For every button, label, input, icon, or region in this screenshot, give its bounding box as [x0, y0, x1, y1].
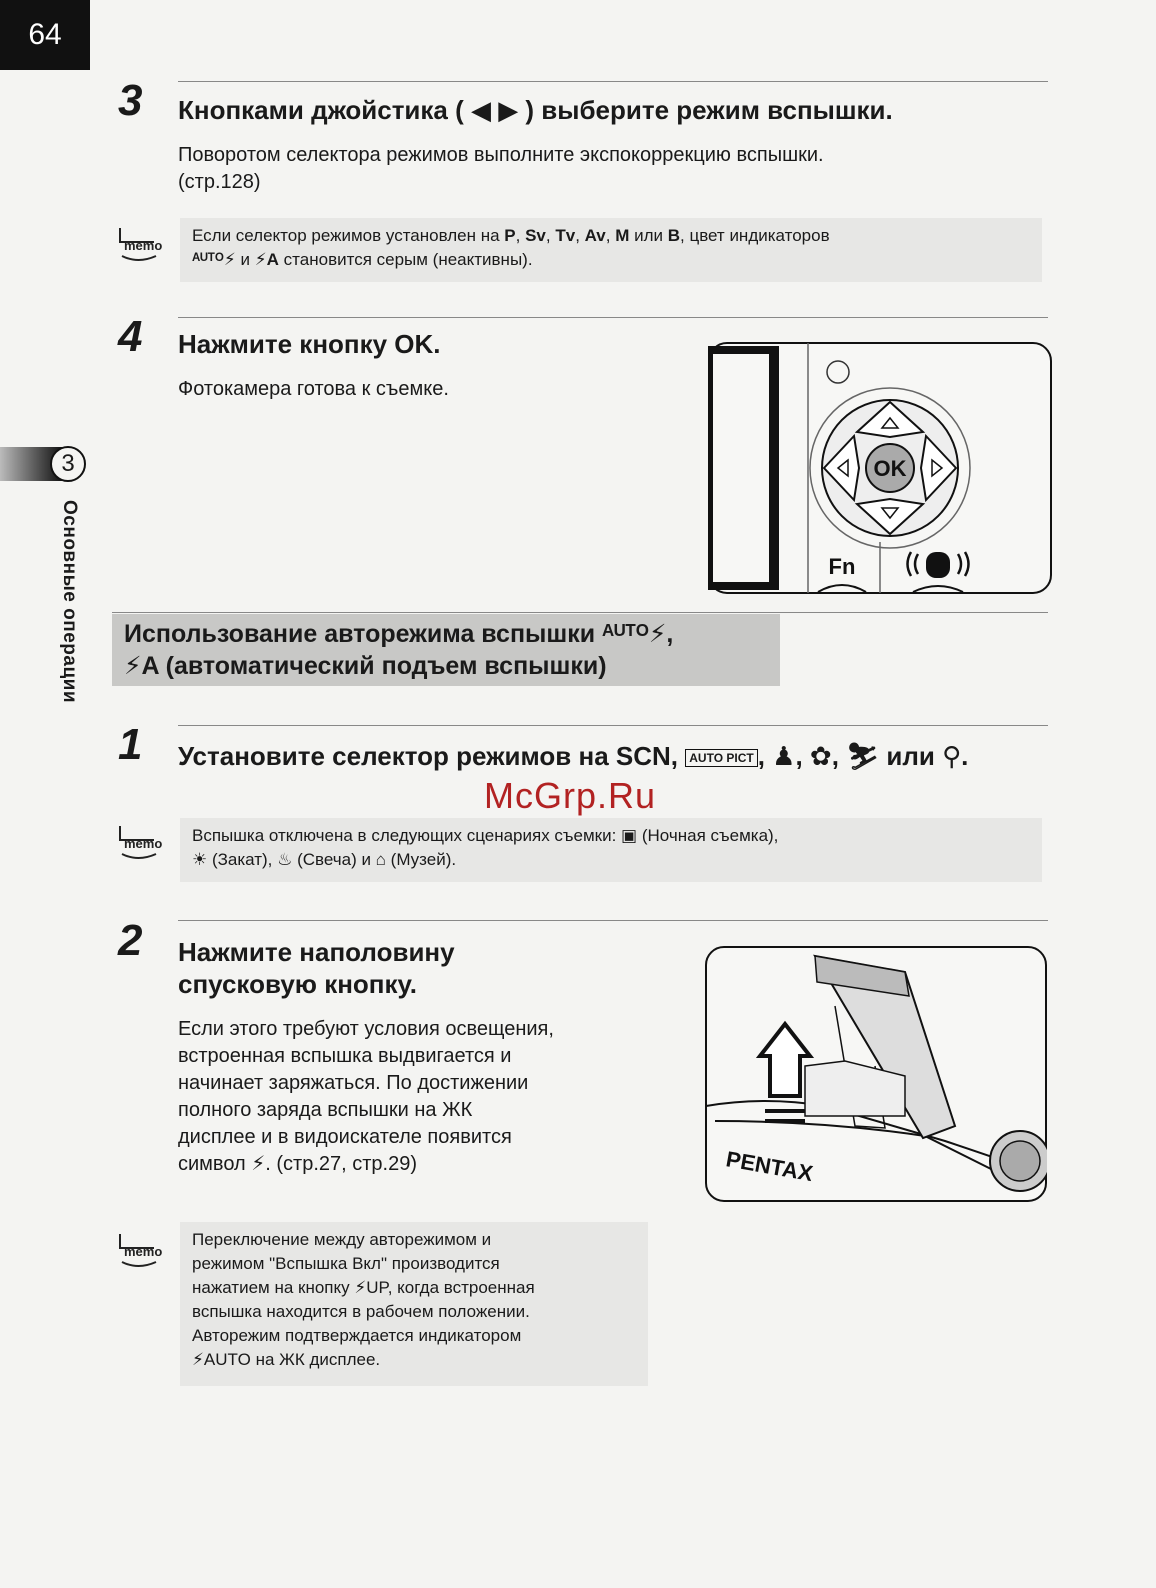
- body-line: встроенная вспышка выдвигается и: [178, 1045, 512, 1067]
- page-number: 64: [0, 0, 90, 70]
- memo-line: Авторежим подтверждается индикатором: [192, 1326, 522, 1345]
- memo-label: memo: [124, 836, 162, 851]
- step-number: 3: [118, 76, 143, 125]
- step-number: 1: [118, 720, 143, 769]
- divider: [178, 81, 1048, 82]
- memo-icon: [114, 1228, 162, 1272]
- body-line: полного заряда вспышки на ЖК: [178, 1099, 473, 1121]
- step-body: Фотокамера готова к съемке.: [178, 378, 449, 400]
- divider: [178, 920, 1048, 921]
- memo-line: ☀ (Закат), ♨ (Свеча) и ⌂ (Музей).: [192, 850, 457, 869]
- divider: [112, 612, 1048, 613]
- memo-box: [180, 1222, 648, 1386]
- memo-icon: [114, 222, 162, 266]
- fn-button-label: Fn: [828, 554, 856, 579]
- memo-line: нажатием на кнопку ⚡UP, когда встроенная: [192, 1278, 535, 1297]
- mode-p: P: [504, 226, 516, 245]
- memo-line: ᴬᵁᵀᴼ⚡ и ⚡A становится серым (неактивны).: [192, 250, 533, 269]
- step-heading: Кнопками джойстика ( ◀ ▶ ) выберите режим вспышки.: [178, 95, 893, 125]
- scn-mode: SCN: [615, 741, 671, 771]
- ok-button-label: OK: [873, 456, 907, 481]
- mode-b: B: [667, 226, 681, 245]
- memo-line: Если селектор режимов установлен на P, Sv, Tv, Av, M или B, цвет индикаторов: [192, 226, 830, 245]
- section-title-line: ⚡A (автоматический подъем вспышки): [124, 652, 607, 680]
- step-heading: Нажмите кнопку OK.: [178, 329, 441, 359]
- step-heading: Нажмите наполовину спусковую кнопку.: [178, 937, 455, 999]
- step-number: 4: [118, 312, 143, 361]
- mode-sv: Sv: [525, 226, 546, 245]
- memo-line: ⚡AUTO на ЖК дисплее.: [192, 1350, 381, 1369]
- memo-box: [180, 218, 1042, 282]
- chapter-number: 3: [50, 446, 86, 482]
- section-title: [112, 614, 780, 686]
- body-line: символ ⚡. (стр.27, стр.29): [178, 1153, 417, 1175]
- body-line: начинает заряжаться. По достижении: [178, 1072, 529, 1094]
- section-title-line: Использование авторежима вспышки ᴬᵁᵀᴼ⚡,: [124, 620, 674, 648]
- flash-auto-icon: ᴬᵁᵀᴼ⚡: [192, 250, 236, 269]
- mode-m: M: [615, 226, 630, 245]
- mode-av: Av: [584, 226, 606, 245]
- body-line: Поворотом селектора режимов выполните экспокоррекцию вспышки.: [178, 144, 824, 166]
- memo-box: [180, 818, 1042, 882]
- scene-mode-icons: , ♟, ✿, ⛷ или ⚲.: [757, 741, 969, 771]
- chapter-title: Основные операции: [59, 500, 80, 704]
- mode-tv: Tv: [555, 226, 576, 245]
- memo-icon: [114, 820, 162, 864]
- memo-line: режимом "Вспышка Вкл" производится: [192, 1254, 500, 1273]
- step-number: 2: [118, 916, 143, 965]
- body-line: (стр.128): [178, 171, 261, 193]
- auto-pict-mode: AUTO PICT: [685, 749, 757, 767]
- brand-label: PENTAX: [724, 1146, 815, 1187]
- step-body: [178, 1016, 658, 1178]
- body-line: дисплее и в видоискателе появится: [178, 1126, 512, 1148]
- popup-flash-illustration: [705, 946, 1047, 1202]
- memo-line: вспышка находится в рабочем положении.: [192, 1302, 530, 1321]
- camera-back-illustration: [708, 342, 1052, 594]
- body-line: Если этого требуют условия освещения,: [178, 1018, 554, 1040]
- divider: [178, 725, 1048, 726]
- step-heading: Установите селектор режимов на SCN, AUTO PICT , ♟, ✿, ⛷ или ⚲.: [178, 741, 969, 771]
- step-body: [178, 142, 824, 196]
- divider: [178, 317, 1048, 318]
- memo-label: memo: [124, 238, 162, 253]
- memo-line: Вспышка отключена в следующих сценариях съемки: ▣ (Ночная съемка),: [192, 826, 779, 845]
- memo-label: memo: [124, 1244, 162, 1259]
- memo-line: Переключение между авторежимом и: [192, 1230, 492, 1249]
- watermark: McGrp.Ru: [484, 775, 657, 816]
- flash-redeye-icon: ⚡A: [254, 250, 279, 269]
